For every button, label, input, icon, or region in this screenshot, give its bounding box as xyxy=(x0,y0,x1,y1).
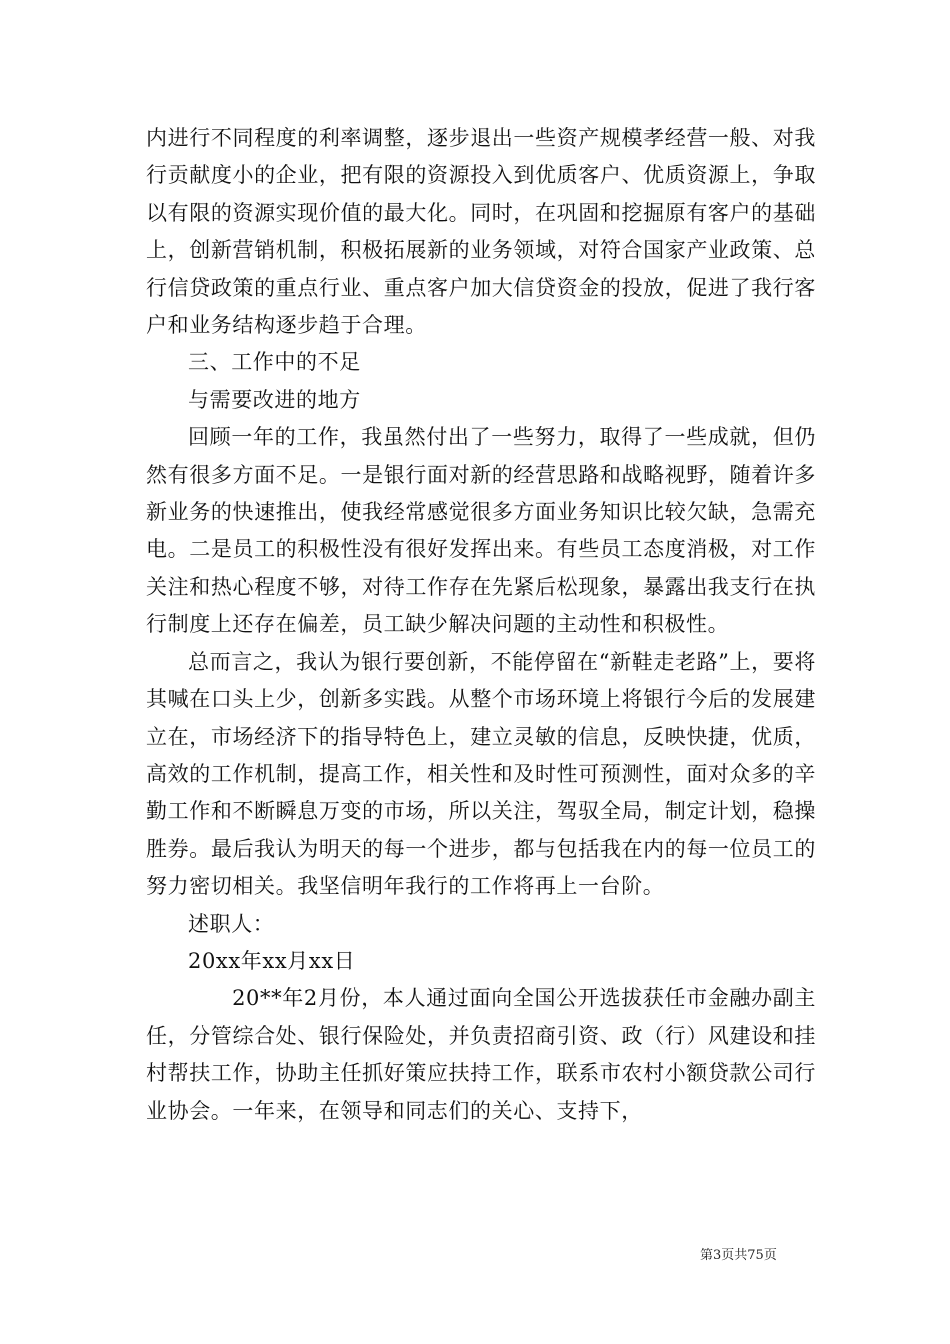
paragraph-rate-adjustment: 内进行不同程度的利率调整，逐步退出一些资产规模孝经营一般、对我行贡献度小的企业，把有限的资源投入到优质客户、优质资源上，争取以有限的资源实现价值的最大化。同时，在巩固和挖掘原有客户的基础上，创新营销机制，积极拓展新的业务领域，对符合国家产业政策、总行信贷政策的重点行业、重点客户加大信贷资金的投放，促进了我行客户和业务结构逐步趋于合理。 xyxy=(146,126,816,338)
paragraph-review: 回顾一年的工作，我虽然付出了一些努力，取得了一些成就，但仍然有很多方面不足。一是银行面对新的经营思路和战略视野，随着许多新业务的快速推出，使我经常感觉很多方面业务知识比较欠缺，急需充电。二是员工的积极性没有很好发挥出来。有些员工态度消极，对工作关注和热心程度不够，对待工作存在先紧后松现象，暴露出我支行在执行制度上还存在偏差，员工缺少解决问题的主动性和积极性。 xyxy=(146,425,816,637)
paragraph-new-report: 20**年2月份，本人通过面向全国公开选拔获任市金融办副主任，分管综合处、银行保险处，并负责招商引资、政（行）风建设和挂村帮扶工作，协助主任抓好策应扶持工作，联系市农村小额贷款公司行业协会。一年来，在领导和同志们的关心、支持下， xyxy=(146,986,816,1123)
signature-date: 20xx年xx月xx日 xyxy=(188,948,356,973)
signature-label: 述职人： xyxy=(188,911,275,936)
heading-shortcomings: 三、工作中的不足 xyxy=(188,350,361,375)
page-number: 第3页共75页 xyxy=(700,1248,777,1263)
paragraph-summary: 总而言之，我认为银行要创新，不能停留在“新鞋走老路”上，要将其喊在口头上少，创新多实践。从整个市场环境上将银行今后的发展建立在，市场经济下的指导特色上，建立灵敏的信息，反映快捷，优质，高效的工作机制，提高工作，相关性和及时性可预测性，面对众多的辛勤工作和不断瞬息万变的市场，所以关注，驾驭全局，制定计划，稳操胜券。最后我认为明天的每一个进步，都与包括我在内的每一位员工的努力密切相关。我坚信明年我行的工作将再上一台阶。 xyxy=(146,649,816,899)
heading-improvements: 与需要改进的地方 xyxy=(188,387,361,412)
document-body xyxy=(146,120,816,1130)
